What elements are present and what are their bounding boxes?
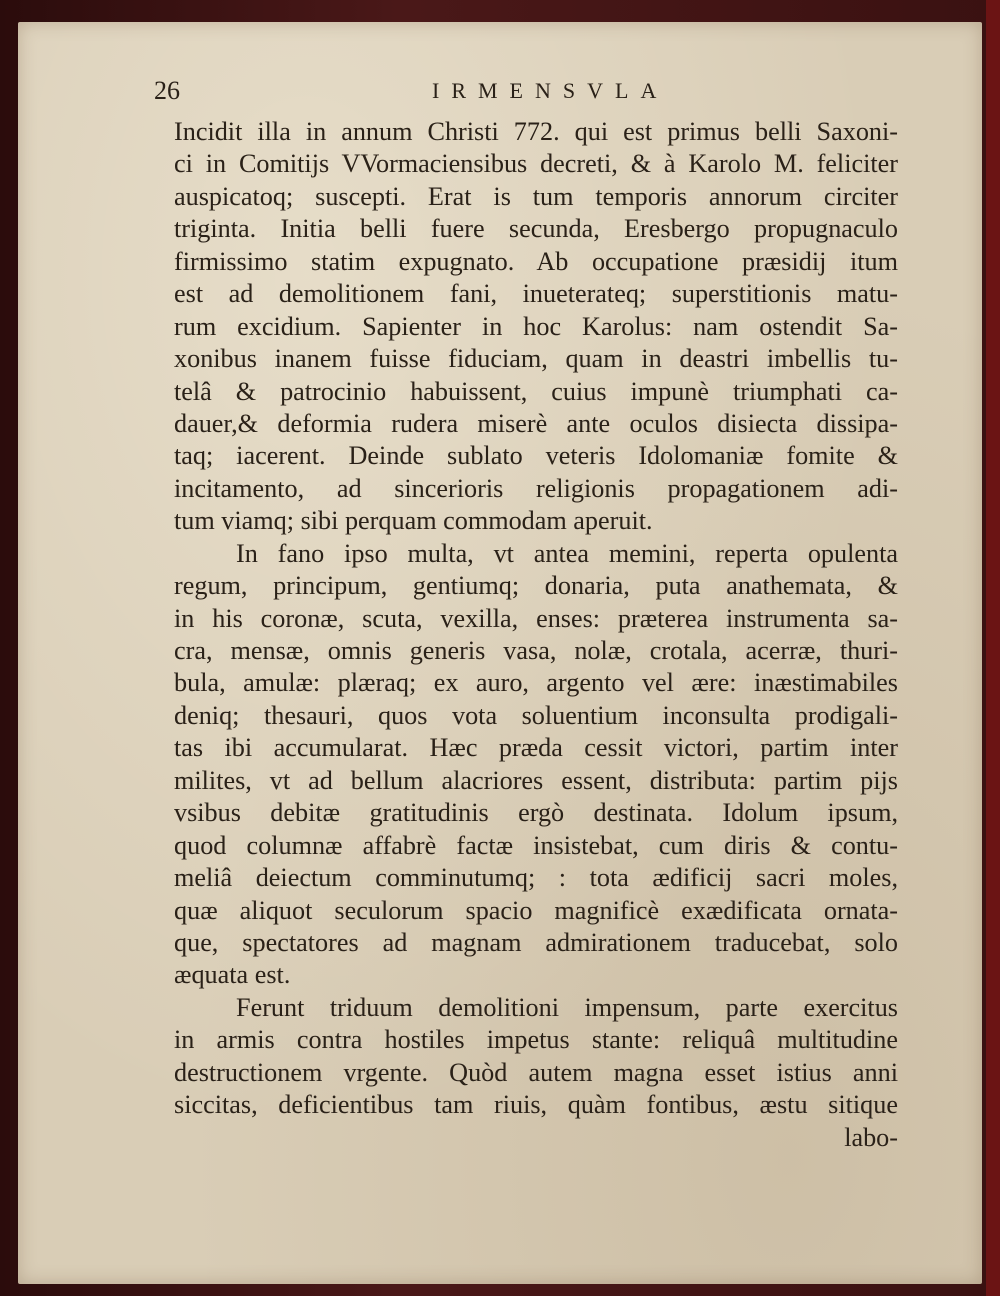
text-line: auspicatoq; suscepti. Erat is tum temporis annorum circiter: [174, 181, 898, 211]
text-line: tas ibi accumularat. Hæc præda cessit victori, partim inter: [174, 733, 898, 763]
text-line: Incidit illa in annum Christi 772. qui est primus belli Saxoni-: [174, 117, 898, 146]
text-line: regum, principum, gentiumq; donaria, puta anathemata, &: [174, 571, 898, 601]
text-line: meliâ deiectum comminutumq; : tota ædificij sacri moles,: [174, 863, 898, 893]
text-line: milites, vt ad bellum alacriores essent, distributa: partim pijs: [174, 765, 898, 795]
catchword: labo-: [844, 1122, 898, 1152]
text-line: in his coronæ, scuta, vexilla, enses: præterea instrumenta sa-: [174, 603, 898, 633]
text-line: ci in Comitijs VVormaciensibus decreti, & à Karolo M. feliciter: [174, 149, 898, 179]
text-line: rum excidium. Sapienter in hoc Karolus: nam ostendit Sa-: [174, 311, 898, 341]
text-line: æquata est.: [174, 960, 291, 990]
text-line: In fano ipso multa, vt antea memini, reperta opulenta: [236, 538, 898, 568]
text-line: deniq; thesauri, quos vota soluentium inconsulta prodigali-: [174, 700, 898, 730]
text-line: incitamento, ad sincerioris religionis propagationem adi-: [174, 473, 898, 503]
text-line: destructionem vrgente. Quòd autem magna esset istius anni: [174, 1057, 898, 1087]
text-line: in armis contra hostiles impetus stante: reliquâ multitudine: [174, 1025, 898, 1055]
text-line: telâ & patrocinio habuissent, cuius impunè triumphati ca-: [174, 376, 898, 406]
text-line: quod columnæ affabrè factæ insistebat, cum diris & contu-: [174, 830, 898, 860]
running-head: [154, 76, 894, 112]
text-line: Ferunt triduum demolitioni impensum, parte exercitus: [236, 992, 898, 1022]
text-line: triginta. Initia belli fuere secunda, Eresbergo propugnaculo: [174, 214, 898, 244]
text-line: dauer,& deformia rudera miserè ante oculos disiecta dissipa-: [174, 408, 898, 438]
text-line: quæ aliquot seculorum spacio magnificè exædificata ornata-: [174, 895, 898, 925]
text-line: firmissimo statim expugnato. Ab occupatione præsidij itum: [174, 246, 898, 276]
body-text: [174, 116, 898, 1154]
text-line: que, spectatores ad magnam admirationem traducebat, solo: [174, 927, 898, 957]
text-line: bula, amulæ: plæraq; ex auro, argento vel ære: inæstimabiles: [174, 668, 898, 698]
text-line: xonibus inanem fuisse fiduciam, quam in deastri imbellis tu-: [174, 344, 898, 374]
text-line: siccitas, deficientibus tam riuis, quàm fontibus, æstu sitique: [174, 1090, 898, 1120]
text-line: tum viamq; sibi perquam commodam aperuit.: [174, 506, 653, 536]
binding-edge: [986, 0, 1000, 1296]
text-line: vsibus debitæ gratitudinis ergò destinata. Idolum ipsum,: [174, 798, 898, 828]
text-line: cra, mensæ, omnis generis vasa, nolæ, crotala, acerræ, thuri-: [174, 636, 898, 665]
text-line: est ad demolitionem fani, inueterateq; superstitionis matu-: [174, 279, 898, 309]
running-title: IRMENSVLA: [432, 78, 669, 103]
text-line: taq; iacerent. Deinde sublato veteris Idolomaniæ fomite &: [174, 441, 898, 471]
page-number: 26: [154, 76, 180, 105]
